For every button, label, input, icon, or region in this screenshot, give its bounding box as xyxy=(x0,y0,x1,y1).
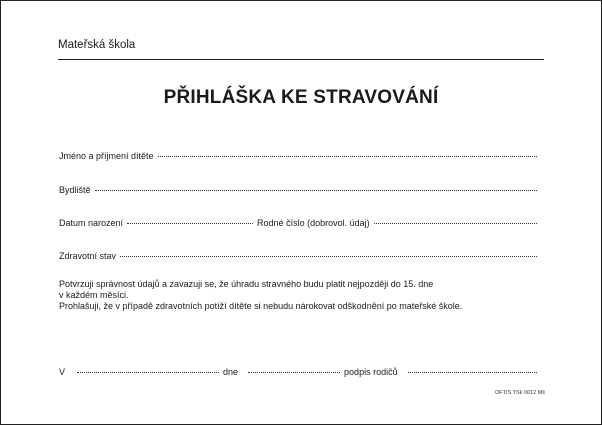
date-label: dne xyxy=(223,367,239,377)
birth-date-line[interactable] xyxy=(127,212,253,224)
statement-line-3: Prohlašuji, že v případě zdravotních potíží dítěte si nebudu nárokovat odškodnění po mateřské škole. xyxy=(59,301,463,311)
birth-number-label: Rodné číslo (dobrovol. údaj) xyxy=(257,218,370,228)
date-line[interactable] xyxy=(248,361,340,373)
address-line[interactable] xyxy=(95,179,537,191)
address-field[interactable] xyxy=(59,181,541,195)
signature-label: podpis rodičů xyxy=(344,367,398,377)
birth-date-label: Datum narození xyxy=(59,218,124,228)
place-label: V xyxy=(59,367,66,377)
school-header: Mateřská škola xyxy=(58,39,136,51)
statement-line-2: v každém měsíci. xyxy=(59,290,129,300)
statement-text xyxy=(59,279,541,312)
statement-line-1: Potvrzuji správnost údajů a zavazuji se, že úhradu stravného budu platit nejpozději do 15. dne xyxy=(59,279,434,289)
health-field[interactable] xyxy=(59,247,541,261)
form-code: OFTIS TSk 0012 Mš xyxy=(494,390,545,396)
signature-row[interactable] xyxy=(59,363,541,377)
signature-line[interactable] xyxy=(408,361,537,373)
child-name-line[interactable] xyxy=(158,145,537,157)
child-name-field[interactable] xyxy=(59,147,541,161)
place-line[interactable] xyxy=(77,361,219,373)
birth-id-field[interactable] xyxy=(59,214,541,228)
health-line[interactable] xyxy=(120,245,537,257)
form-title: PŘIHLÁŠKA KE STRAVOVÁNÍ xyxy=(163,87,439,108)
child-name-label: Jméno a příjmení dítěte xyxy=(59,151,154,161)
birth-number-line[interactable] xyxy=(374,212,537,224)
header-rule xyxy=(58,59,544,60)
health-label: Zdravotní stav xyxy=(59,251,117,261)
address-label: Bydliště xyxy=(59,185,91,195)
